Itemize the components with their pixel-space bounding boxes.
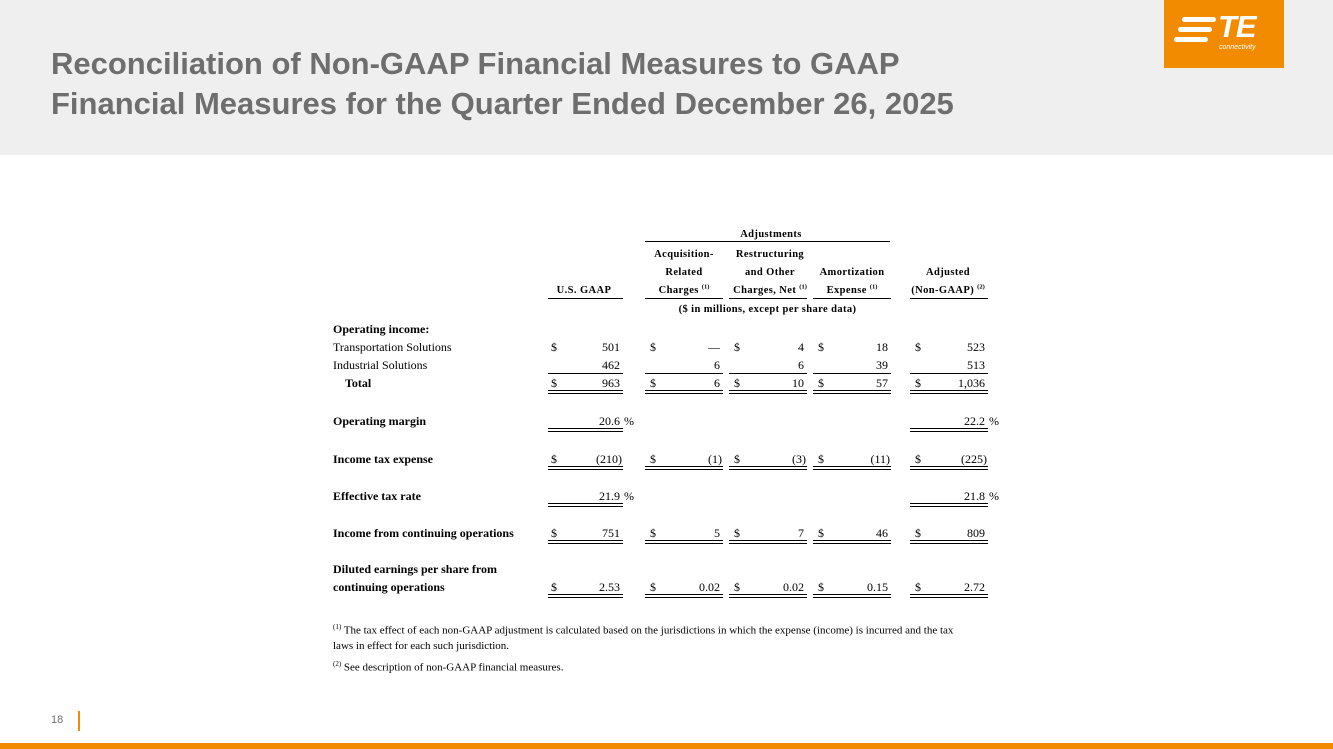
col-header-amort-line2: Expense $^{(1)}$: [826, 283, 878, 296]
total-acq: 6: [714, 376, 720, 390]
cont-rule-amort: [813, 540, 891, 544]
page-number-divider: [78, 711, 80, 731]
operating-income-label: Operating income:: [333, 322, 430, 336]
cont-rule-acq: [645, 540, 723, 544]
currency-symbol: $: [551, 340, 557, 354]
income-continuing-label: Income from continuing operations: [333, 526, 514, 540]
income-cont-gaap: 751: [602, 526, 620, 540]
income-tax-label: Income tax expense: [333, 452, 433, 466]
slide-title: [51, 44, 1131, 124]
eps-label-line2: continuing operations: [333, 580, 445, 594]
currency-symbol: $: [734, 452, 740, 466]
footnote-2: $^{(2)}$ See description of non-GAAP financial measures.: [333, 660, 564, 674]
income-cont-acq: 5: [714, 526, 720, 540]
subtotal-rule-amort: [813, 373, 891, 374]
total-label: Total: [345, 376, 372, 390]
footnote-1: $^{(1)}$ The tax effect of each non-GAAP adjustment is calculated based on the jurisdictions in which the expense (income) is incurred and the tax laws in effect for each such jurisdiction.: [333, 623, 954, 652]
currency-symbol: $: [734, 580, 740, 594]
total-rule-adj: [910, 390, 988, 394]
header-rule-adj: [910, 298, 988, 299]
te-connectivity-logo: [1164, 0, 1284, 68]
logo-subtext: connectivity: [1219, 44, 1256, 51]
operating-margin-adj: 22.2: [964, 414, 985, 428]
income-tax-acq: (1): [708, 452, 722, 466]
currency-symbol: $: [551, 526, 557, 540]
operating-margin-label: Operating margin: [333, 414, 426, 428]
percent-symbol: %: [989, 414, 999, 428]
col-header-restr-line3: Charges, Net $^{(1)}$: [733, 283, 807, 296]
slide-title-line-1: Reconciliation of Non-GAAP Financial Measures to GAAP: [51, 46, 900, 81]
currency-symbol: $: [734, 340, 740, 354]
currency-symbol: $: [551, 376, 557, 390]
total-rule-acq: [645, 390, 723, 394]
income-cont-restr: 7: [798, 526, 804, 540]
income-cont-adj: 809: [967, 526, 985, 540]
rate-rule-adj: [910, 503, 988, 507]
rate-rule-gaap: [548, 503, 623, 507]
page-number: 18: [51, 714, 64, 726]
subtotal-rule-adj: [910, 373, 988, 374]
total-rule-restr: [729, 390, 807, 394]
header-rule-gaap: [548, 298, 623, 299]
income-tax-gaap: (210): [596, 452, 622, 466]
currency-symbol: $: [818, 376, 824, 390]
eps-acq: 0.02: [699, 580, 720, 594]
cont-rule-gaap: [548, 540, 623, 544]
currency-symbol: $: [915, 580, 921, 594]
income-cont-amort: 46: [876, 526, 888, 540]
currency-symbol: $: [734, 376, 740, 390]
adjustments-header: Adjustments: [740, 229, 802, 240]
subtotal-rule-acq: [645, 373, 723, 374]
header-rule-restr: [729, 298, 807, 299]
margin-rule-gaap: [548, 428, 623, 432]
col-header-acq-line2: Related: [665, 267, 703, 278]
percent-symbol: %: [624, 489, 634, 503]
percent-symbol: %: [624, 414, 634, 428]
total-adj: 1,036: [958, 376, 985, 390]
eps-rule-adj: [910, 594, 988, 598]
income-tax-restr: (3): [792, 452, 806, 466]
col-header-gaap: U.S. GAAP: [556, 285, 612, 296]
cont-rule-restr: [729, 540, 807, 544]
subtotal-rule-gaap: [548, 373, 623, 374]
tax-rule-acq: [645, 466, 723, 470]
margin-rule-adj: [910, 428, 988, 432]
currency-symbol: $: [650, 452, 656, 466]
income-tax-amort: (11): [870, 452, 890, 466]
currency-symbol: $: [551, 580, 557, 594]
tax-rule-adj: [910, 466, 988, 470]
eps-label-line1: Diluted earnings per share from: [333, 562, 497, 576]
effective-tax-gaap: 21.9: [599, 489, 620, 503]
currency-symbol: $: [915, 526, 921, 540]
total-rule-amort: [813, 390, 891, 394]
currency-symbol: $: [650, 340, 656, 354]
industrial-amort: 39: [876, 358, 888, 372]
col-header-acq-line3: Charges $^{(1)}$: [658, 283, 710, 296]
currency-symbol: $: [650, 526, 656, 540]
eps-gaap: 2.53: [599, 580, 620, 594]
currency-symbol: $: [818, 526, 824, 540]
col-header-restr-line2: and Other: [745, 267, 795, 278]
eps-rule-acq: [645, 594, 723, 598]
total-amort: 57: [876, 376, 888, 390]
currency-symbol: $: [650, 376, 656, 390]
currency-symbol: $: [650, 580, 656, 594]
operating-margin-gaap: 20.6: [599, 414, 620, 428]
currency-symbol: $: [551, 452, 557, 466]
currency-symbol: $: [818, 580, 824, 594]
cont-rule-adj: [910, 540, 988, 544]
subtotal-rule-restr: [729, 373, 807, 374]
total-rule-gaap: [548, 390, 623, 394]
transportation-amort: 18: [876, 340, 888, 354]
transportation-label: Transportation Solutions: [333, 340, 452, 354]
transportation-adj: 523: [967, 340, 985, 354]
col-header-adj-line2: (Non-GAAP) $^{(2)}$: [911, 283, 985, 296]
total-gaap: 963: [602, 376, 620, 390]
tax-rule-gaap: [548, 466, 623, 470]
tax-rule-amort: [813, 466, 891, 470]
eps-amort: 0.15: [867, 580, 888, 594]
eps-restr: 0.02: [783, 580, 804, 594]
transportation-restr: 4: [798, 340, 804, 354]
eps-rule-gaap: [548, 594, 623, 598]
slide-title-line-2: Financial Measures for the Quarter Ended December 26, 2025: [51, 86, 954, 121]
col-header-adj-line1: Adjusted: [925, 267, 971, 278]
col-header-restr-line1: Restructuring: [735, 249, 805, 260]
header-rule-acq: [645, 298, 723, 299]
bottom-accent-bar: [0, 743, 1333, 749]
currency-symbol: $: [915, 340, 921, 354]
transportation-gaap: 501: [602, 340, 620, 354]
header-rule-amort: [813, 298, 891, 299]
currency-symbol: $: [915, 452, 921, 466]
effective-tax-label: Effective tax rate: [333, 489, 421, 503]
industrial-gaap: 462: [602, 358, 620, 372]
tax-rule-restr: [729, 466, 807, 470]
units-note: ($ in millions, except per share data): [678, 304, 857, 315]
currency-symbol: $: [734, 526, 740, 540]
eps-adj: 2.72: [964, 580, 985, 594]
effective-tax-adj: 21.8: [964, 489, 985, 503]
eps-rule-restr: [729, 594, 807, 598]
income-tax-adj: (225): [961, 452, 987, 466]
total-restr: 10: [792, 376, 804, 390]
col-header-amort-line1: Amortization: [819, 267, 885, 278]
percent-symbol: %: [989, 489, 999, 503]
currency-symbol: $: [818, 340, 824, 354]
currency-symbol: $: [915, 376, 921, 390]
currency-symbol: $: [818, 452, 824, 466]
industrial-restr: 6: [798, 358, 804, 372]
industrial-label: Industrial Solutions: [333, 358, 428, 372]
logo-text: TE: [1218, 9, 1256, 44]
industrial-acq: 6: [714, 358, 720, 372]
transportation-acq: —: [708, 340, 720, 354]
eps-rule-amort: [813, 594, 891, 598]
industrial-adj: 513: [967, 358, 985, 372]
adjustments-rule: [645, 241, 890, 242]
col-header-acq-line1: Acquisition-: [654, 249, 714, 260]
